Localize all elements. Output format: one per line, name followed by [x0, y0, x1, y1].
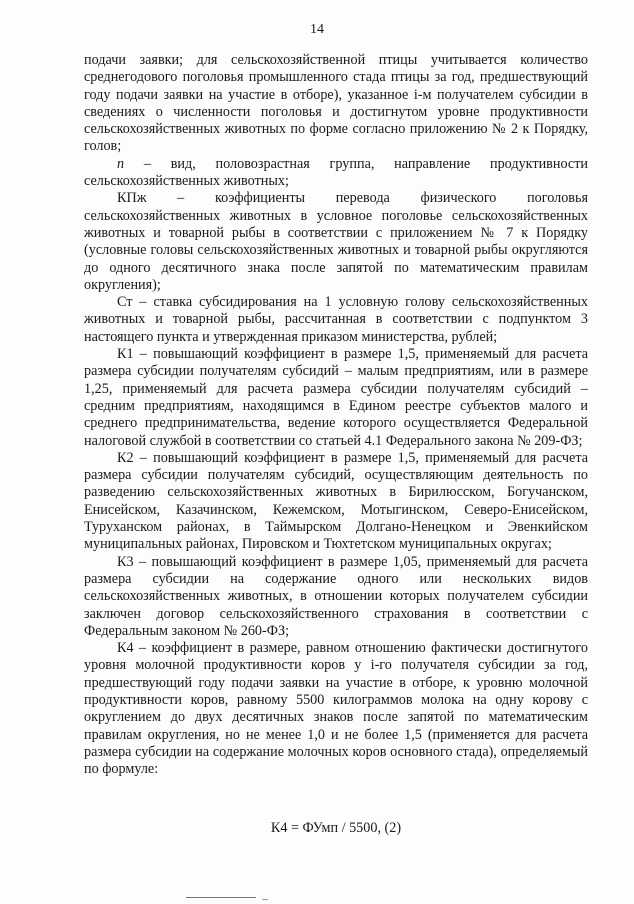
formula-k4: К4 = ФУмп / 5500, (2): [270, 820, 402, 836]
paragraph-st-definition: Ст – ставка субсидирования на 1 условную голову сельскохозяйственных животных и товарной рыбы, рассчитанная в соответствии с подпунктом 3 настоящего пункта и утвержденная приказом министерства, рублей;: [84, 294, 588, 345]
paragraph-continuation: подачи заявки; для сельскохозяйственной птицы учитывается количество среднегодового поголовья промышленного стада птицы за год, предшествующий году подачи заявки на участие в отборе), указанное i-м получателем субсидии в сведениях о численности поголовья и достигнутом уровне продуктивности сельскохозяйственных животных по форме согласно приложению № 2 к Порядку, голов;: [84, 52, 588, 155]
paragraph-kpzh-definition: КПж – коэффициенты перевода физического поголовья сельскохозяйственных животных в условное поголовье сельскохозяйственных животных и товарной рыбы в соответствии с приложением № 7 к Порядку (условные головы сельскохозяйственных животных и товарной рыбы округляются до одного десятичного знака после запятой по математическим правилам округления);: [84, 190, 588, 293]
paragraph-k2-definition: К2 – повышающий коэффициент в размере 1,5, применяемый для расчета размера субсидии получателям субсидий, осуществляющим деятельность по разведению сельскохозяйственных животных в Бирилюсском, Богучанском, Енисейском, Казачинском, Кежемском, Мотыгинском, Северо-Енисейском, Туруханском районах, в Таймырском Долгано-Ненецком и Эвенкийском муниципальных районах, Пировском и Тюхтетском муниципальных округах;: [84, 449, 588, 553]
paragraph-n-definition: [84, 156, 588, 191]
paragraph-k1-definition: К1 – повышающий коэффициент в размере 1,5, применяемый для расчета размера субсидии получателям субсидий – малым предприятиям, или в размере 1,25, применяемый для расчета размера субсидии получателям субсидий – средним предприятиям, находящимся в Едином реестре субъектов малого и среднего предпринимательства, ведение которого осуществляется Федеральной налоговой службой в соответствии со статьей 4.1 Федерального закона № 209-ФЗ;: [84, 346, 588, 449]
page-number: 14: [310, 22, 324, 37]
variable-n: n: [117, 155, 125, 172]
scan-mark: [186, 897, 256, 898]
paragraph-k3-definition: К3 – повышающий коэффициент в размере 1,05, применяемый для расчета размера субсидии на содержание одного или нескольких видов сельскохозяйственных животных, в отношении которых получателем субсидии заключен договор сельскохозяйственного страхования в соответствии с Федеральным законом № 260-ФЗ;: [84, 553, 588, 639]
paragraph-k4-definition: К4 – коэффициент в размере, равном отношению фактически достигнутого уровня молочной продуктивности коров у i-го получателя субсидии за год, предшествующий году подачи заявки на участие в отборе, к уровню молочной продуктивности коров, равному 5500 килограммов молока на одну корову с округлением до двух десятичных знаков после запятой по математическим правилам округления, но не менее 1,0 и не более 1,5 (применяется для расчета размера субсидии на содержание молочных коров основного стада), определяемый по формуле:: [84, 640, 588, 778]
document-body: [84, 52, 588, 778]
scan-mark-small: [262, 899, 268, 900]
paragraph-n-text: – вид, половозрастная группа, направление продуктивности сельскохозяйственных животных;: [84, 155, 588, 190]
